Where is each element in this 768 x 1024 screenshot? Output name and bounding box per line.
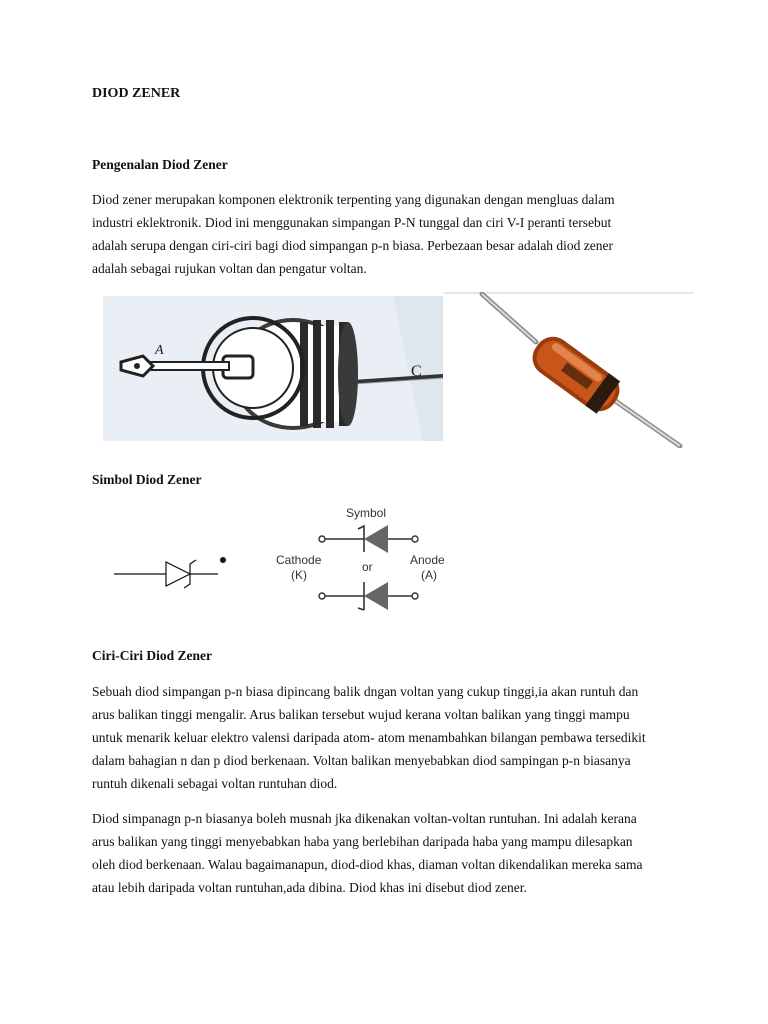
cathode-text: Cathode [276, 553, 322, 567]
paragraph-line: adalah sebagai rujukan voltan dan pengatur voltan. [92, 261, 367, 276]
anode-text: Anode [410, 553, 445, 567]
symbol-title: Symbol [346, 506, 387, 520]
or-text: or [362, 560, 373, 574]
cathode-sub-text: (K) [291, 568, 307, 582]
anode-label: A [155, 343, 164, 358]
paragraph-line: arus balikan yang tinggi menyebabkan haba yang berlebihan daripada haba yang mampu dilesapkan [92, 834, 633, 849]
characteristics-paragraph-1 [92, 680, 692, 795]
zener-diode-photo [444, 292, 694, 448]
paragraph-line: adalah serupa dengan ciri-ciri bagi diod simpangan p-n biasa. Perbezaan besar adalah diod zener [92, 238, 614, 253]
paragraph-line: Diod simpanagn p-n biasanya boleh musnah jka dikenakan voltan-voltan runtuhan. Ini adalah kerana [92, 811, 637, 826]
paragraph-line: atau lebih daripada voltan runtuhan,ada dibina. Diod khas ini disebut diod zener. [92, 880, 527, 895]
zener-diode-drawing [103, 296, 443, 441]
paragraph-line: Diod zener merupakan komponen elektronik terpenting yang digunakan dengan mengluas dalam [92, 192, 615, 207]
section-heading-ciri: Ciri-Ciri Diod Zener [92, 648, 212, 663]
paragraph-line: dalam bahagian n dan p diod berkenaan. Voltan balikan menyebabkan diod sampingan p-n biasanya [92, 753, 631, 768]
intro-paragraph [92, 188, 692, 280]
cathode-label: C [411, 363, 422, 380]
section-heading-pengenalan: Pengenalan Diod Zener [92, 157, 228, 172]
paragraph-line: arus balikan tinggi mengalir. Arus balikan tersebut wujud kerana voltan balikan yang tinggi mampu [92, 707, 630, 722]
paragraph-line: industri eklektronik. Diod ini menggunakan simpangan P-N tunggal dan ciri V-I peranti tersebut [92, 215, 612, 230]
paragraph-line: untuk menarik keluar elektro valensi daripada atom- atom menambahkan bilangan pembawa tersedikit [92, 730, 646, 745]
section-heading-simbol: Simbol Diod Zener [92, 472, 202, 487]
document-title: DIOD ZENER [92, 86, 181, 101]
anode-sub-text: (A) [421, 568, 437, 582]
paragraph-line: Sebuah diod simpangan p-n biasa dipincang balik dngan voltan yang cukup tinggi,ia akan runtuh dan [92, 684, 639, 699]
paragraph-line: runtuh dikenali sebagai voltan runtuhan diod. [92, 776, 338, 791]
characteristics-paragraph-2 [92, 807, 692, 899]
zener-symbol-labeled [270, 500, 470, 612]
paragraph-line: oleh diod berkenaan. Walau bagaimanapun, diod-diod khas, diaman voltan dikendalikan mereka sama [92, 857, 643, 872]
zener-symbol-simple [110, 548, 240, 598]
